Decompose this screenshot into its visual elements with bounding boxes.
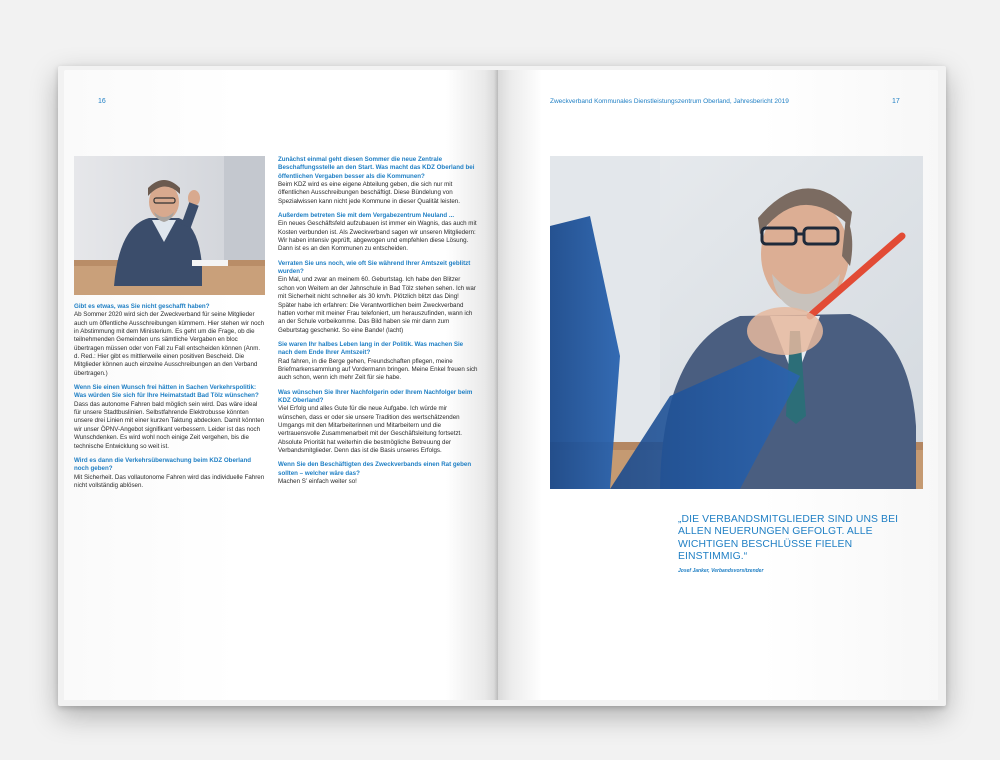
right-page xyxy=(498,70,938,700)
answer: Dass das autonome Fahren bald möglich sein wird. Das wäre ideal für unsere Stadtbuslinien. Selbstfahrende Elektrobusse könnten unsere drei Linien mit einer kurzen Taktung abdecken. Damit könnten wir unser ÖPNV-Angebot signifikant verbessern. Leider ist das noch Wunschdenken. Es wird wohl noch einige Zeit vergehen, bis die technische Entwicklung so weit ist. xyxy=(74,400,265,450)
qa-block xyxy=(74,384,266,451)
question: Was wünschen Sie Ihrer Nachfolgerin oder Ihrem Nachfolger beim KDZ Oberland? xyxy=(278,388,473,404)
qa-block xyxy=(278,212,478,254)
answer: Ab Sommer 2020 wird sich der Zweckverband für seine Mitglieder auch um öffentliche Ausschreibungen kümmern. Hier stehen wir noch in Abstimmung mit dem Ministerium. Es geht um die Frage, ob die teilnehmenden Gemeinden uns sämtliche Vergaben en bloc übertragen müssen oder von Fall zu Fall entscheiden können (Anm. d. Red.: Hier gibt es mittlerweile einen positiven Bescheid. Die Mitglieder können auch einzelne Ausschreibungen an den Verband übertragen.) xyxy=(74,311,265,377)
answer: Machen S’ einfach weiter so! xyxy=(278,478,357,486)
question: Zunächst einmal geht diesen Sommer die neue Zentrale Beschaffungsstelle an den Start. Was macht das KDZ Oberland bei öffentlichen Vergaben besser als die Kommunen? xyxy=(278,156,475,180)
question: Verraten Sie uns noch, wie oft Sie während Ihrer Amtszeit geblitzt wurden? xyxy=(278,259,471,276)
qa-block xyxy=(278,260,478,335)
qa-block xyxy=(278,461,478,486)
running-head: Zweckverband Kommunales Dienstleistungszentrum Oberland, Jahresbericht 2019 xyxy=(550,98,789,105)
answer: Beim KDZ wird es eine eigene Abteilung geben, die sich nur mit öffentlichen Ausschreibungen beschäftigt. Diese Bündelung von Spezialwissen kann nicht jede Kommune in dieser Qualität leisten. xyxy=(278,181,460,205)
portrait-image xyxy=(550,156,923,489)
question: Wenn Sie den Beschäftigten des Zweckverbands einen Rat geben sollten – welcher wäre das? xyxy=(278,461,472,477)
qa-block xyxy=(74,303,266,378)
pull-quote-author: Josef Janker, Verbandsvorsitzender xyxy=(678,568,764,574)
qa-block xyxy=(278,341,478,383)
question: Sie waren Ihr halbes Leben lang in der Politik. Was machen Sie nach dem Ende Ihrer Amtszeit? xyxy=(278,340,464,357)
answer: Mit Sicherheit. Das vollautonome Fahren wird das individuelle Fahren nicht vollständig ablösen. xyxy=(74,473,265,489)
question: Gibt es etwas, was Sie nicht geschafft haben? xyxy=(74,303,210,310)
page-number-right: 17 xyxy=(892,98,900,105)
page-number-left: 16 xyxy=(98,98,106,105)
left-page xyxy=(64,70,498,700)
question: Wird es dann die Verkehrsüberwachung beim KDZ Oberland noch geben? xyxy=(74,456,252,473)
answer: Ein neues Geschäftsfeld aufzubauen ist immer ein Wagnis, das auch mit Kosten verbunden ist. Als Zweckverband sagen wir unseren Mitgliedern: Wir haben intensiv geprüft, abgewogen und empfehlen diese Lösung. Dann ist es an den Kommunen zu entscheiden. xyxy=(278,220,477,253)
interview-photo-small xyxy=(74,156,265,295)
qa-block xyxy=(278,156,478,206)
interview-photo-large xyxy=(550,156,923,489)
answer: Viel Erfolg und alles Gute für die neue Aufgabe. Ich würde mir wünschen, dass er oder sie unsere Tradition des wertschätzenden Umgangs mit den Mitarbeiterinnen und Mitarbeitern und die vertrauensvolle Zusammenarbeit mit der Geschäftsleitung fortsetzt. Absolute Priorität hat weiterhin die bestmögliche Betreuung der Verbandsmitglieder. Denn das ist die Basis unseres Erfolgs. xyxy=(278,405,462,454)
qa-block xyxy=(278,389,478,456)
question: Wenn Sie einen Wunsch frei hätten in Sachen Verkehrspolitik: Was würden Sie sich für Ihre Heimatstadt Bad Tölz wünschen? xyxy=(74,384,259,400)
interview-column-1 xyxy=(74,303,266,496)
answer: Ein Mal, und zwar an meinem 60. Geburtstag. Ich habe den Blitzer schon von Weitem an der Jahnschule in Bad Tölz stehen sehen. Ich war mit Sicherheit nicht schneller als 30 km/h. Plötzlich blitzt das Ding! Später habe ich erfahren: Die Verantwortlichen beim Zweckverband hatten vorher mit meiner Frau telefoniert, um herauszufinden, wann ich an der Schule vorbeikomme. Das Bild haben sie mir dann zum Geburtstag geschenkt. So eine Bande! (lacht) xyxy=(278,276,476,334)
pull-quote: „DIE VERBANDSMITGLIEDER SIND UNS BEI ALLEN NEUERUNGEN GEFOLGT. ALLE WICHTIGEN BESCHLÜSSE FIELEN EINSTIMMIG.“ xyxy=(678,514,899,562)
portrait-image xyxy=(74,156,265,295)
answer: Rad fahren, in die Berge gehen, Freundschaften pflegen, meine Briefmarkensammlung auf Vordermann bringen. Meine Enkel freuen sich auch schon, wenn ich mehr Zeit für sie habe. xyxy=(278,357,478,382)
qa-block xyxy=(74,457,266,490)
interview-column-2 xyxy=(278,156,478,492)
question: Außerdem betreten Sie mit dem Vergabezentrum Neuland ... xyxy=(278,212,455,220)
